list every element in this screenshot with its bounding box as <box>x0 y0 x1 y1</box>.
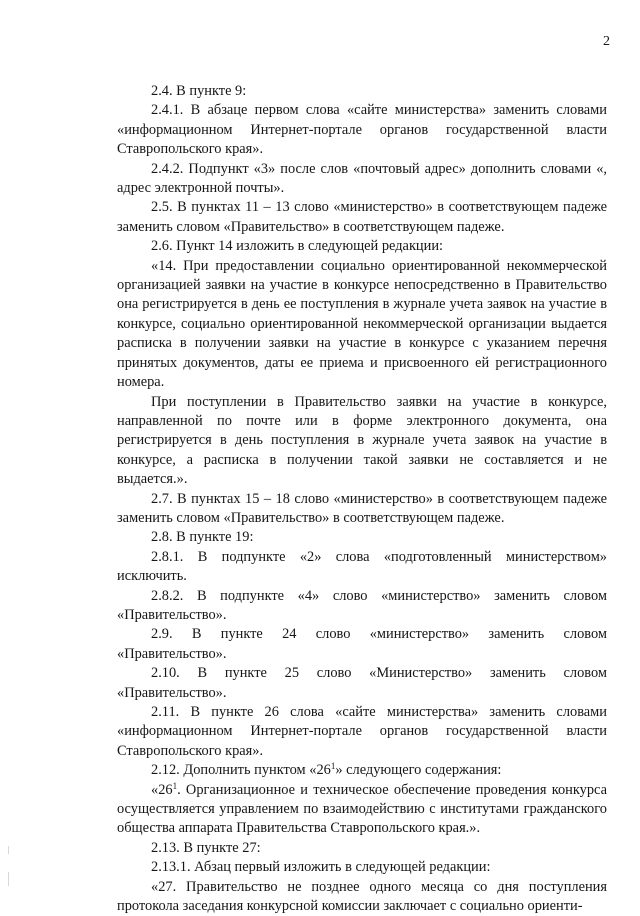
paragraph-2-8-1: 2.8.1. В подпункте «2» слова «подготовленный министерством» исключить. <box>117 548 607 585</box>
document-body <box>117 82 607 916</box>
page-number: 2 <box>603 34 610 49</box>
paragraph-quote-27: «27. Правительство не позднее одного месяца со дня поступления протокола заседания конкурсной комиссии заключает с социально ориенти- <box>117 878 607 915</box>
paragraph-2-13: 2.13. В пункте 27: <box>151 839 261 856</box>
paragraph-2-9: 2.9. В пункте 24 слово «министерство» заменить словом «Правительство». <box>117 626 607 662</box>
paragraph-quote-26-1 <box>117 781 607 839</box>
quote-26-1-text-start: «26 <box>151 781 173 798</box>
paragraph-2-6: 2.6. Пункт 14 изложить в следующей редакции: <box>151 238 444 255</box>
superscript-one: 1 <box>330 761 336 772</box>
paragraph-2-13-1: 2.13.1. Абзац первый изложить в следующей редакции: <box>151 859 491 876</box>
superscript-one: 1 <box>172 780 178 791</box>
paragraph-2-12-text-start: 2.12. Дополнить пунктом «26 <box>151 762 331 779</box>
paragraph-quote-14-second: При поступлении в Правительство заявки на участие в конкурсе, направленной по почте или в форме электронного документа, она регистрируется в день поступления в журнале учета заявок на участие в конкурсе, а расписка в получении такой заявки не составляется и не выдается.». <box>117 393 607 488</box>
paragraph-2-12-text-end: » следующего содержания: <box>335 762 502 779</box>
paragraph-2-5: 2.5. В пунктах 11 – 13 слово «министерство» в соответствующем падеже заменить словом «Правительство» в соответствующем падеже. <box>117 199 607 235</box>
paragraph-2-4: 2.4. В пункте 9: <box>151 83 247 99</box>
paragraph-2-4-1: 2.4.1. В абзаце первом слова «сайте министерства» заменить словами «информационном Интернет-портале органов государственной власти Ставропольского края». <box>117 102 607 158</box>
paragraph-2-8-2: 2.8.2. В подпункте «4» слово «министерство» заменить словом «Правительство». <box>117 587 607 623</box>
scan-edge-mark <box>8 846 9 854</box>
paragraph-2-10: 2.10. В пункте 25 слово «Министерство» заменить словом «Правительство». <box>117 665 607 701</box>
paragraph-2-4-2: 2.4.2. Подпункт «3» после слов «почтовый адрес» дополнить словами «, адрес электронной почты». <box>117 160 607 197</box>
quote-26-1-text-end: . Организационное и техническое обеспечение проведения конкурса осуществляется управлением по взаимодействию с институтами гражданского общества аппарата Правительства Ставропольского края.». <box>117 781 607 837</box>
paragraph-2-12 <box>117 761 607 780</box>
paragraph-2-7: 2.7. В пунктах 15 – 18 слово «министерство» в соответствующем падеже заменить словом «Правительство» в соответствующем падеже. <box>117 490 607 526</box>
paragraph-2-8: 2.8. В пункте 19: <box>151 529 254 546</box>
paragraph-2-11: 2.11. В пункте 26 слова «сайте министерства» заменить словами «информационном Интернет-портале органов государственной власти Ставропольского края». <box>117 704 607 759</box>
paragraph-quote-14: «14. При предоставлении социально ориентированной некоммерческой организацией заявки на участие в конкурсе непосредственно в Правительство она регистрируется в день ее поступления в журнале учета заявок на участие в конкурсе, социально ориентированной некоммерческой организации выдается расписка в получении заявки на участие в конкурсе с указанием перечня принятых документов, даты ее приема и присвоенного ей регистрационного номера. <box>117 257 607 391</box>
scan-edge-mark <box>8 872 9 886</box>
